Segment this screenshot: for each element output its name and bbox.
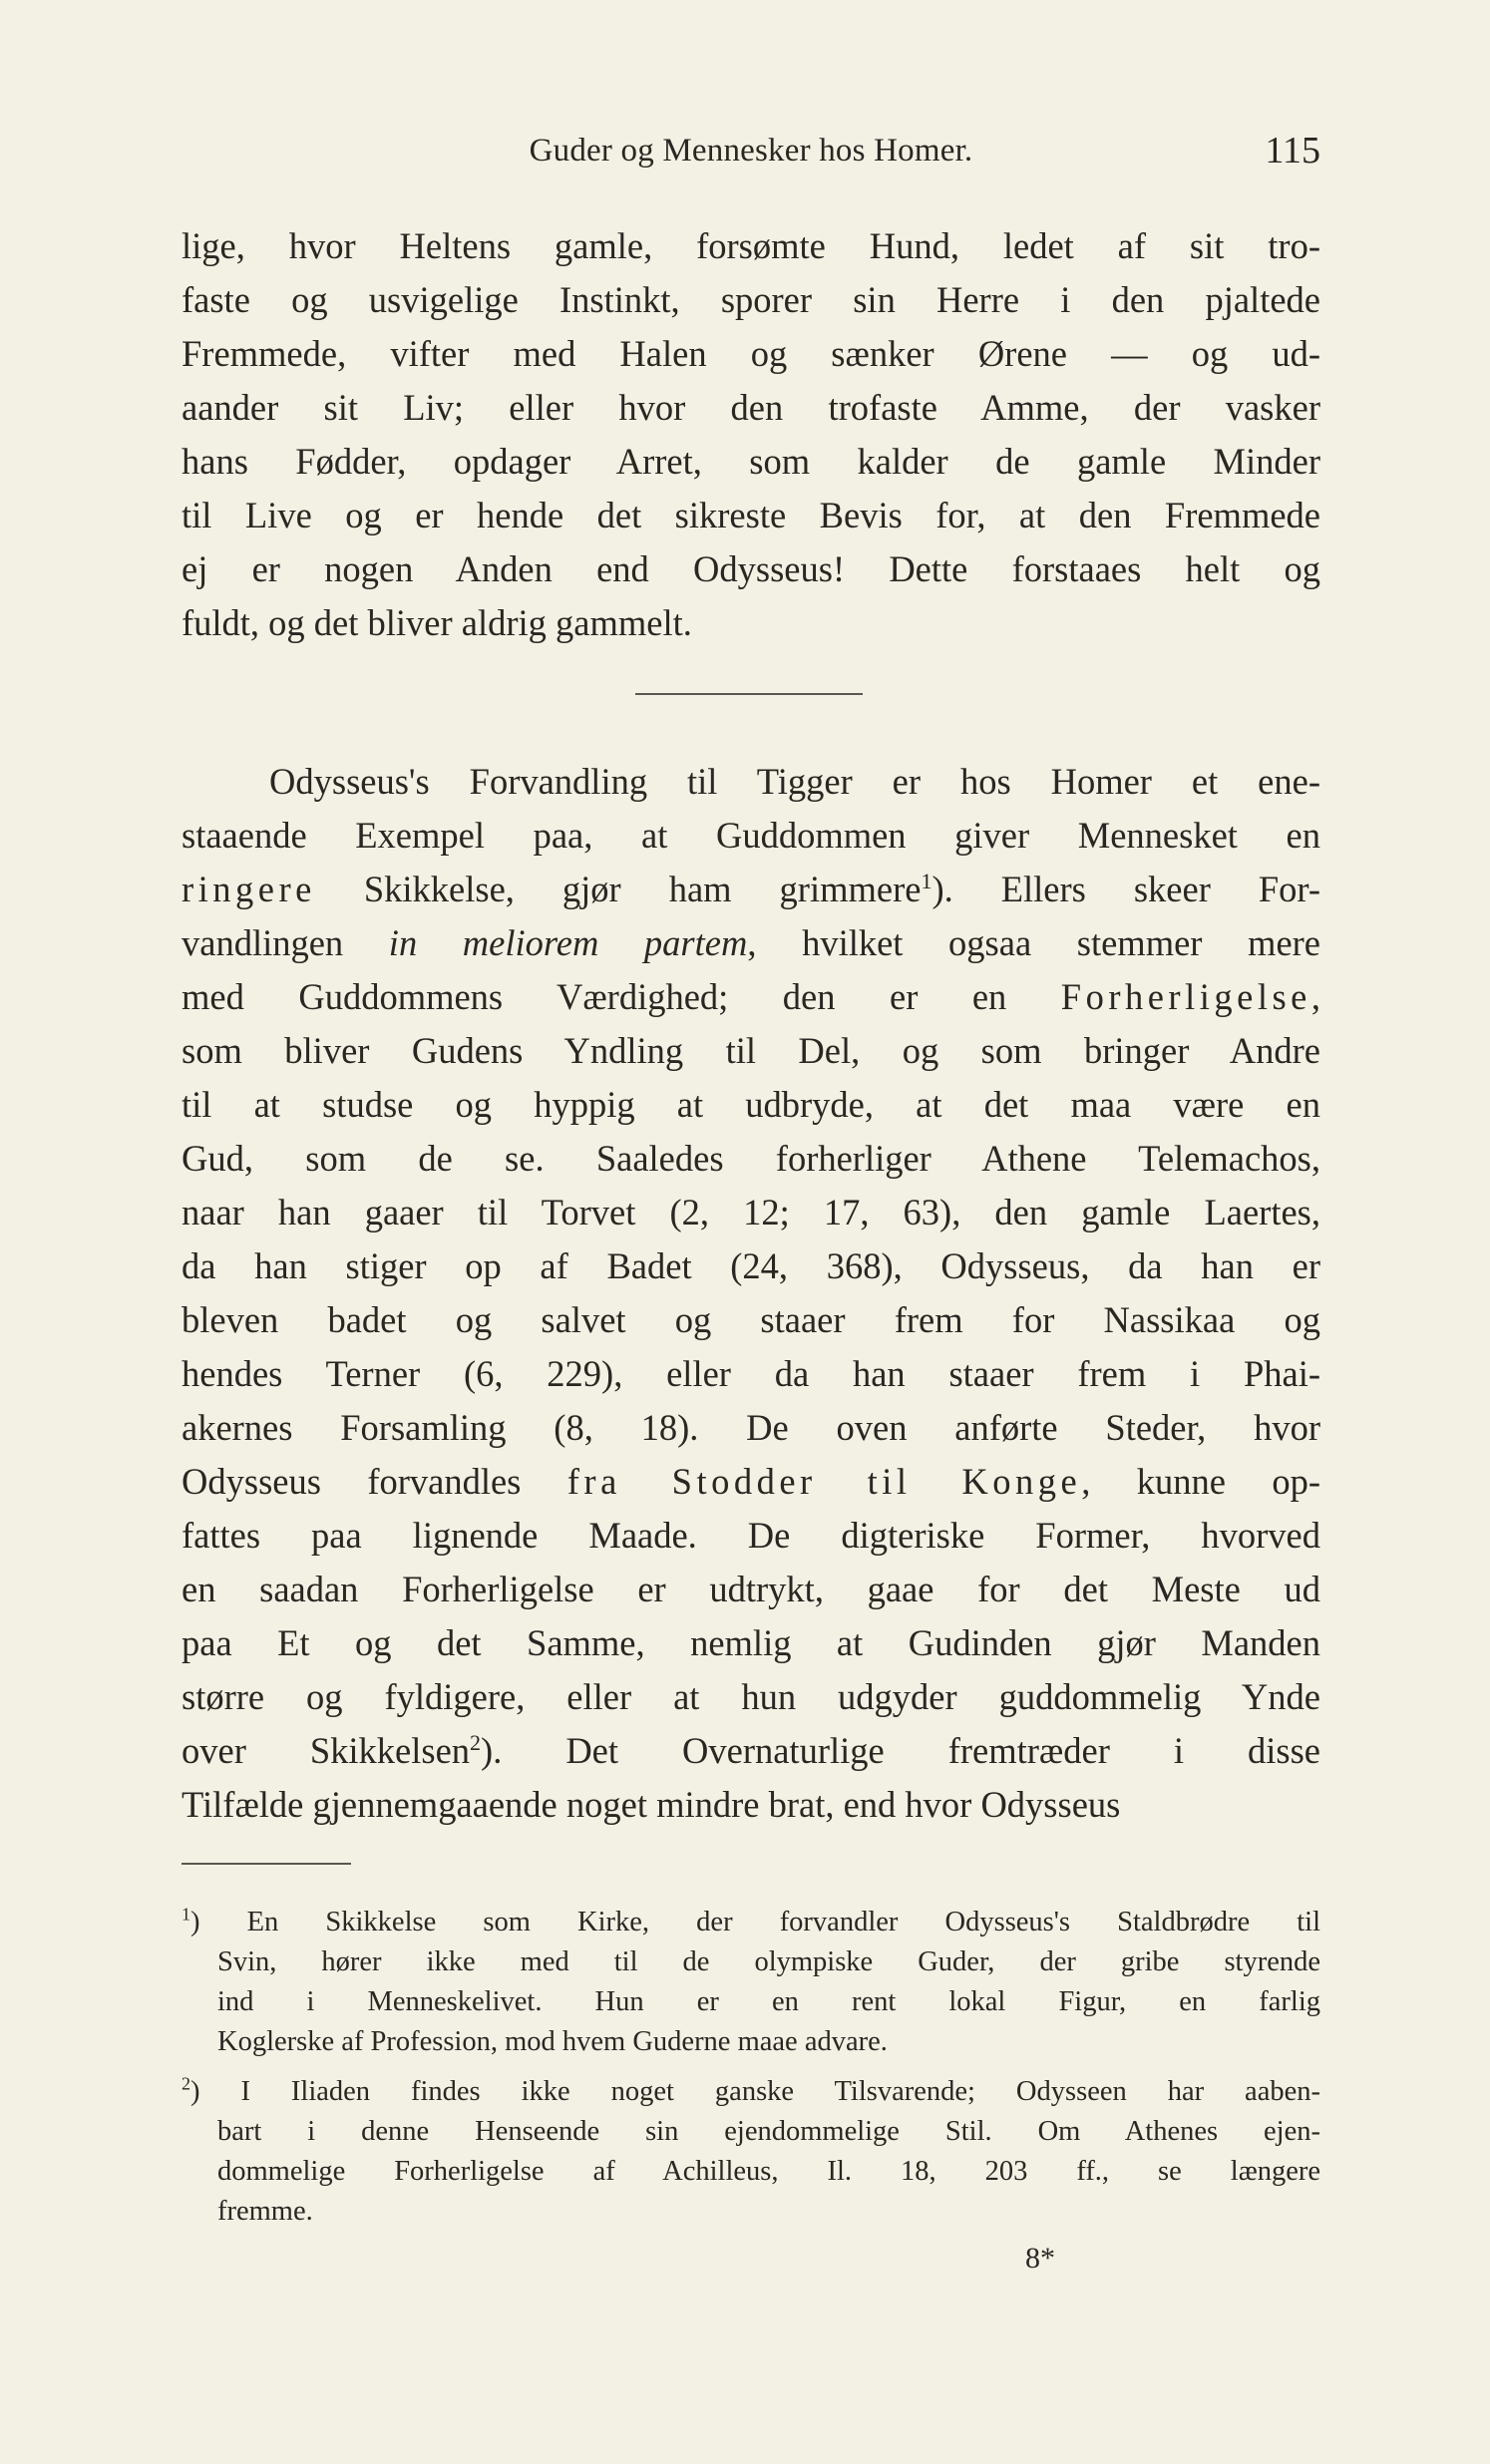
text-line: ringere Skikkelse, gjør ham grimmere$^1$). Ellers skeer For- bbox=[182, 868, 1320, 909]
running-head bbox=[182, 126, 1320, 176]
section-divider bbox=[635, 693, 863, 695]
text-line: Gud, som de se. Saaledes forherliger Athene Telemachos, bbox=[182, 1138, 1320, 1179]
text-line: Odysseus's Forvandling til Tigger er hos Homer et ene- bbox=[269, 761, 1320, 802]
page-number: 115 bbox=[1265, 130, 1320, 172]
text-line: en saadan Forherligelse er udtrykt, gaae for det Meste ud bbox=[182, 1569, 1320, 1609]
text-line: til Live og er hende det sikreste Bevis for, at den Fremmede bbox=[182, 495, 1320, 535]
footnote-1-line: Svin, hører ikke med til de olympiske Guder, der gribe styrende bbox=[217, 1946, 1320, 1977]
text-line: vandlingen in meliorem partem, hvilket ogsaa stemmer mere bbox=[182, 922, 1321, 963]
italic-phrase: in meliorem partem bbox=[388, 922, 748, 963]
footnote-divider bbox=[182, 1863, 351, 1865]
text-line: over Skikkelsen$^2$). Det Overnaturlige fremtræder i disse bbox=[182, 1729, 1320, 1771]
footnote-1-mark: 1 bbox=[182, 1904, 190, 1925]
text-line: staaende Exempel paa, at Guddommen giver Mennesket en bbox=[182, 815, 1320, 856]
footnote-2-line: fremme. bbox=[217, 2196, 313, 2227]
text-line: naar han gaaer til Torvet (2, 12; 17, 63), den gamle Laertes, bbox=[182, 1192, 1320, 1232]
signature-mark: 8* bbox=[1025, 2242, 1055, 2275]
text-line: fattes paa lignende Maade. De digteriske Former, hvorved bbox=[182, 1515, 1320, 1556]
spaced-emphasis: fra Stodder til Konge bbox=[566, 1461, 1082, 1502]
footnote-1-line: ind i Menneskelivet. Hun er en rent lokal Figur, en farlig bbox=[217, 1986, 1320, 2017]
text-line: faste og usvigelige Instinkt, sporer sin Herre i den pjaltede bbox=[182, 279, 1320, 320]
spaced-emphasis: ringere bbox=[182, 869, 316, 909]
footnote-1-line: Koglerske af Profession, mod hvem Guderne maae advare. bbox=[217, 2026, 888, 2057]
text-line: hendes Terner (6, 229), eller da han staaer frem i Phai- bbox=[182, 1353, 1320, 1394]
text-line: Tilfælde gjennemgaaende noget mindre brat, end hvor Odysseus bbox=[182, 1784, 1121, 1825]
text-line: til at studse og hyppig at udbryde, at det maa være en bbox=[182, 1084, 1320, 1125]
text-line: bleven badet og salvet og staaer frem for Nassikaa og bbox=[182, 1299, 1320, 1340]
text-line: Odysseus forvandles fra Stodder til Konge, kunne op- bbox=[182, 1461, 1320, 1502]
text-line: da han stiger op af Badet (24, 368), Odysseus, da han er bbox=[182, 1245, 1320, 1286]
footnote-2-line: dommelige Forherligelse af Achilleus, Il. 18, 203 ff., se længere bbox=[217, 2156, 1320, 2187]
text-line: akernes Forsamling (8, 18). De oven anførte Steder, hvor bbox=[182, 1407, 1320, 1448]
footnote-2-line: bart i denne Henseende sin ejendommelige Stil. Om Athenes ejen- bbox=[217, 2116, 1320, 2147]
spaced-emphasis: Forherligelse bbox=[1060, 976, 1311, 1017]
text-line: fuldt, og det bliver aldrig gammelt. bbox=[182, 602, 692, 643]
footnote-2-line: $^2$) I Iliaden findes ikke noget ganske Tilsvarende; Odysseen har aaben- bbox=[182, 2073, 1320, 2107]
text-line: paa Et og det Samme, nemlig at Gudinden gjør Manden bbox=[182, 1622, 1320, 1663]
text-line: med Guddommens Værdighed; den er en Forherligelse, bbox=[182, 976, 1320, 1017]
text-line: lige, hvor Heltens gamle, forsømte Hund, ledet af sit tro- bbox=[182, 225, 1320, 266]
text-line: hans Fødder, opdager Arret, som kalder de gamle Minder bbox=[182, 441, 1320, 482]
footnote-2-mark: 2 bbox=[182, 2073, 190, 2094]
running-title: Guder og Mennesker hos Homer. bbox=[529, 133, 973, 169]
footnote-1-line: $^1$) En Skikkelse som Kirke, der forvandler Odysseus's Staldbrødre til bbox=[182, 1904, 1320, 1937]
footnote-ref-1: 1 bbox=[921, 868, 932, 893]
text-line: som bliver Gudens Yndling til Del, og som bringer Andre bbox=[182, 1030, 1320, 1071]
footnote-ref-2: 2 bbox=[470, 1729, 482, 1755]
text-line: Fremmede, vifter med Halen og sænker Ørene — og ud- bbox=[182, 333, 1320, 374]
text-line: ej er nogen Anden end Odysseus! Dette forstaaes helt og bbox=[182, 548, 1320, 589]
text-line: større og fyldigere, eller at hun udgyder guddommelig Ynde bbox=[182, 1676, 1320, 1717]
text-line: aander sit Liv; eller hvor den trofaste Amme, der vasker bbox=[182, 387, 1320, 428]
